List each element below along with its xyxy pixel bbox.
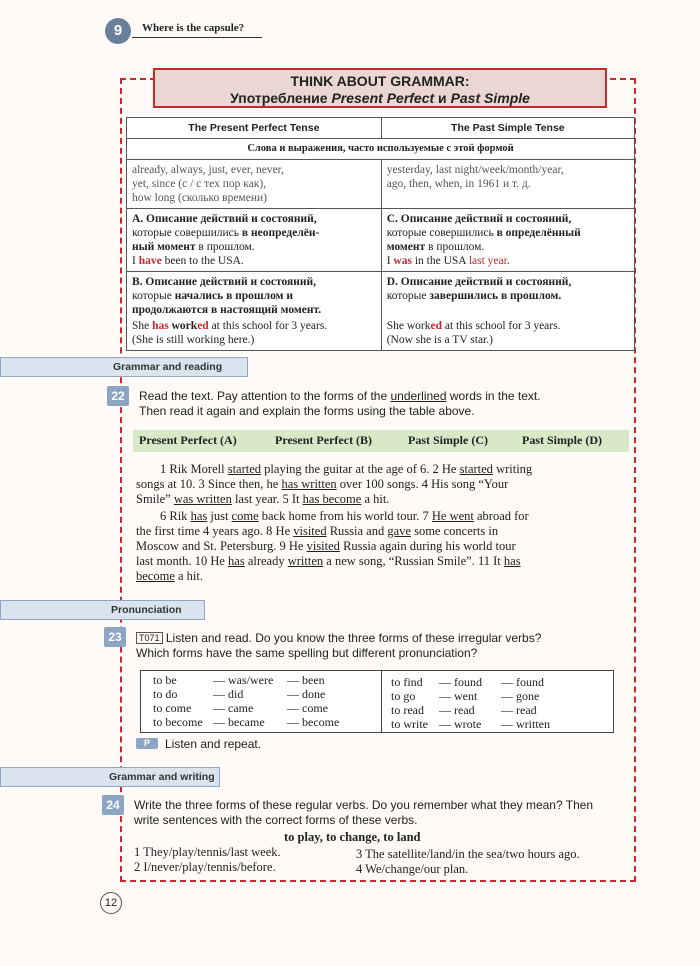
reading-paragraph-2: 6 Rik has just come back home from his world tour. 7 He went abroad for the first time 4 years ago. 8 He visited Russia and gave some concerts in Moscow and St. Petersburg. 9 He visited Russia again during his world tour last month. 10 He has already written a new song, “Russian Smile”. 11 It has become a hit. bbox=[136, 509, 529, 583]
reading-paragraph-1: 1 Rik Morell started playing the guitar at the age of 6. 2 He started writing songs at 10. 3 Since then, he has written over 100 songs. 4 His song “Your Smile” was written last year. 5 It has become a hit. bbox=[136, 462, 533, 506]
words-subheader: Слова и выражения, часто используемые с этой формой bbox=[127, 139, 635, 160]
p-icon: P bbox=[136, 738, 158, 749]
task-23-number: 23 bbox=[104, 627, 126, 647]
verbs-left-past: — was/were — did — came — became bbox=[213, 673, 274, 729]
tense-legend bbox=[133, 430, 629, 452]
verbs-right-infinitives: to find to go to read to write bbox=[391, 675, 428, 731]
task-24-instructions: Write the three forms of these regular verbs. Do you remember what they mean? Then write sentences with the correct forms of these verbs. bbox=[134, 798, 594, 827]
verbs-left-participle: — been — done — come — become bbox=[287, 673, 340, 729]
task-24-sentences-right: 3 The satellite/land/in the sea/two hours ago. 4 We/change/our plan. bbox=[356, 847, 580, 876]
grammar-heading bbox=[153, 68, 607, 108]
task-24-verbs: to play, to change, to land bbox=[284, 830, 421, 844]
unit-title: Where is the capsule? bbox=[142, 22, 245, 34]
legend-present-perfect-a: Present Perfect (A) bbox=[139, 433, 237, 447]
legend-past-simple-d: Past Simple (D) bbox=[522, 433, 602, 447]
legend-past-simple-c: Past Simple (C) bbox=[408, 433, 488, 447]
pp-column-header: The Present Perfect Tense bbox=[127, 118, 382, 139]
pp-words-cell: already, always, just, ever, never, yet, since (с / с тех пор как), how long (сколько времени) bbox=[127, 160, 382, 209]
verbs-divider bbox=[381, 671, 382, 732]
audio-track-icon[interactable]: T071 bbox=[136, 632, 163, 644]
section-grammar-writing: Grammar and writing bbox=[0, 767, 220, 787]
grammar-table bbox=[126, 117, 635, 351]
task-22-instructions: Read the text. Pay attention to the forms of the underlined words in the text. Then read it again and explain the forms using the table above. bbox=[139, 389, 541, 418]
task-24-number: 24 bbox=[102, 795, 124, 815]
cell-a: A. Описание действий и состояний, которые совершились в неопределён- ный момент в прошлом. I have been to the USA. bbox=[127, 209, 382, 272]
legend-present-perfect-b: Present Perfect (B) bbox=[275, 433, 373, 447]
verbs-right-participle: — found — gone — read — written bbox=[501, 675, 550, 731]
irregular-verbs-box bbox=[140, 670, 614, 733]
header-rule bbox=[132, 37, 262, 38]
listen-repeat-text: Listen and repeat. bbox=[165, 737, 262, 751]
section-pronunciation: Pronunciation bbox=[0, 600, 205, 620]
grammar-heading-line2: Употребление Present Perfect и Past Simple bbox=[230, 90, 530, 106]
task-24-sentences-left: 1 They/play/tennis/last week. 2 I/never/play/tennis/before. bbox=[134, 845, 281, 874]
cell-b: B. Описание действий и состояний, которые начались в прошлом и продолжаются в настоящий момент. She has worked at this school for 3 years. (She is still working here.) bbox=[127, 272, 382, 351]
ps-words-cell: yesterday, last night/week/month/year, ago, then, when, in 1961 и т. д. bbox=[381, 160, 634, 209]
unit-number-badge: 9 bbox=[105, 18, 131, 44]
task-22-number: 22 bbox=[107, 386, 129, 406]
verbs-right-past: — found — went — read — wrote bbox=[439, 675, 482, 731]
task-23-instructions: T071 Listen and read. Do you know the three forms of these irregular verbs? Which forms have the same spelling but different pronunciation? bbox=[136, 631, 542, 660]
cell-d: D. Описание действий и состояний, которые завершились в прошлом. She worked at this school for 3 years. (Now she is a TV star.) bbox=[381, 272, 634, 351]
cell-c: C. Описание действий и состояний, которые совершились в определённый момент в прошлом. I was in the USA last year. bbox=[381, 209, 634, 272]
verbs-left-infinitives: to be to do to come to become bbox=[153, 673, 203, 729]
page-number: 12 bbox=[100, 892, 122, 914]
section-grammar-reading: Grammar and reading bbox=[0, 357, 248, 377]
ps-column-header: The Past Simple Tense bbox=[381, 118, 634, 139]
grammar-heading-line1: THINK ABOUT GRAMMAR: bbox=[290, 73, 470, 89]
